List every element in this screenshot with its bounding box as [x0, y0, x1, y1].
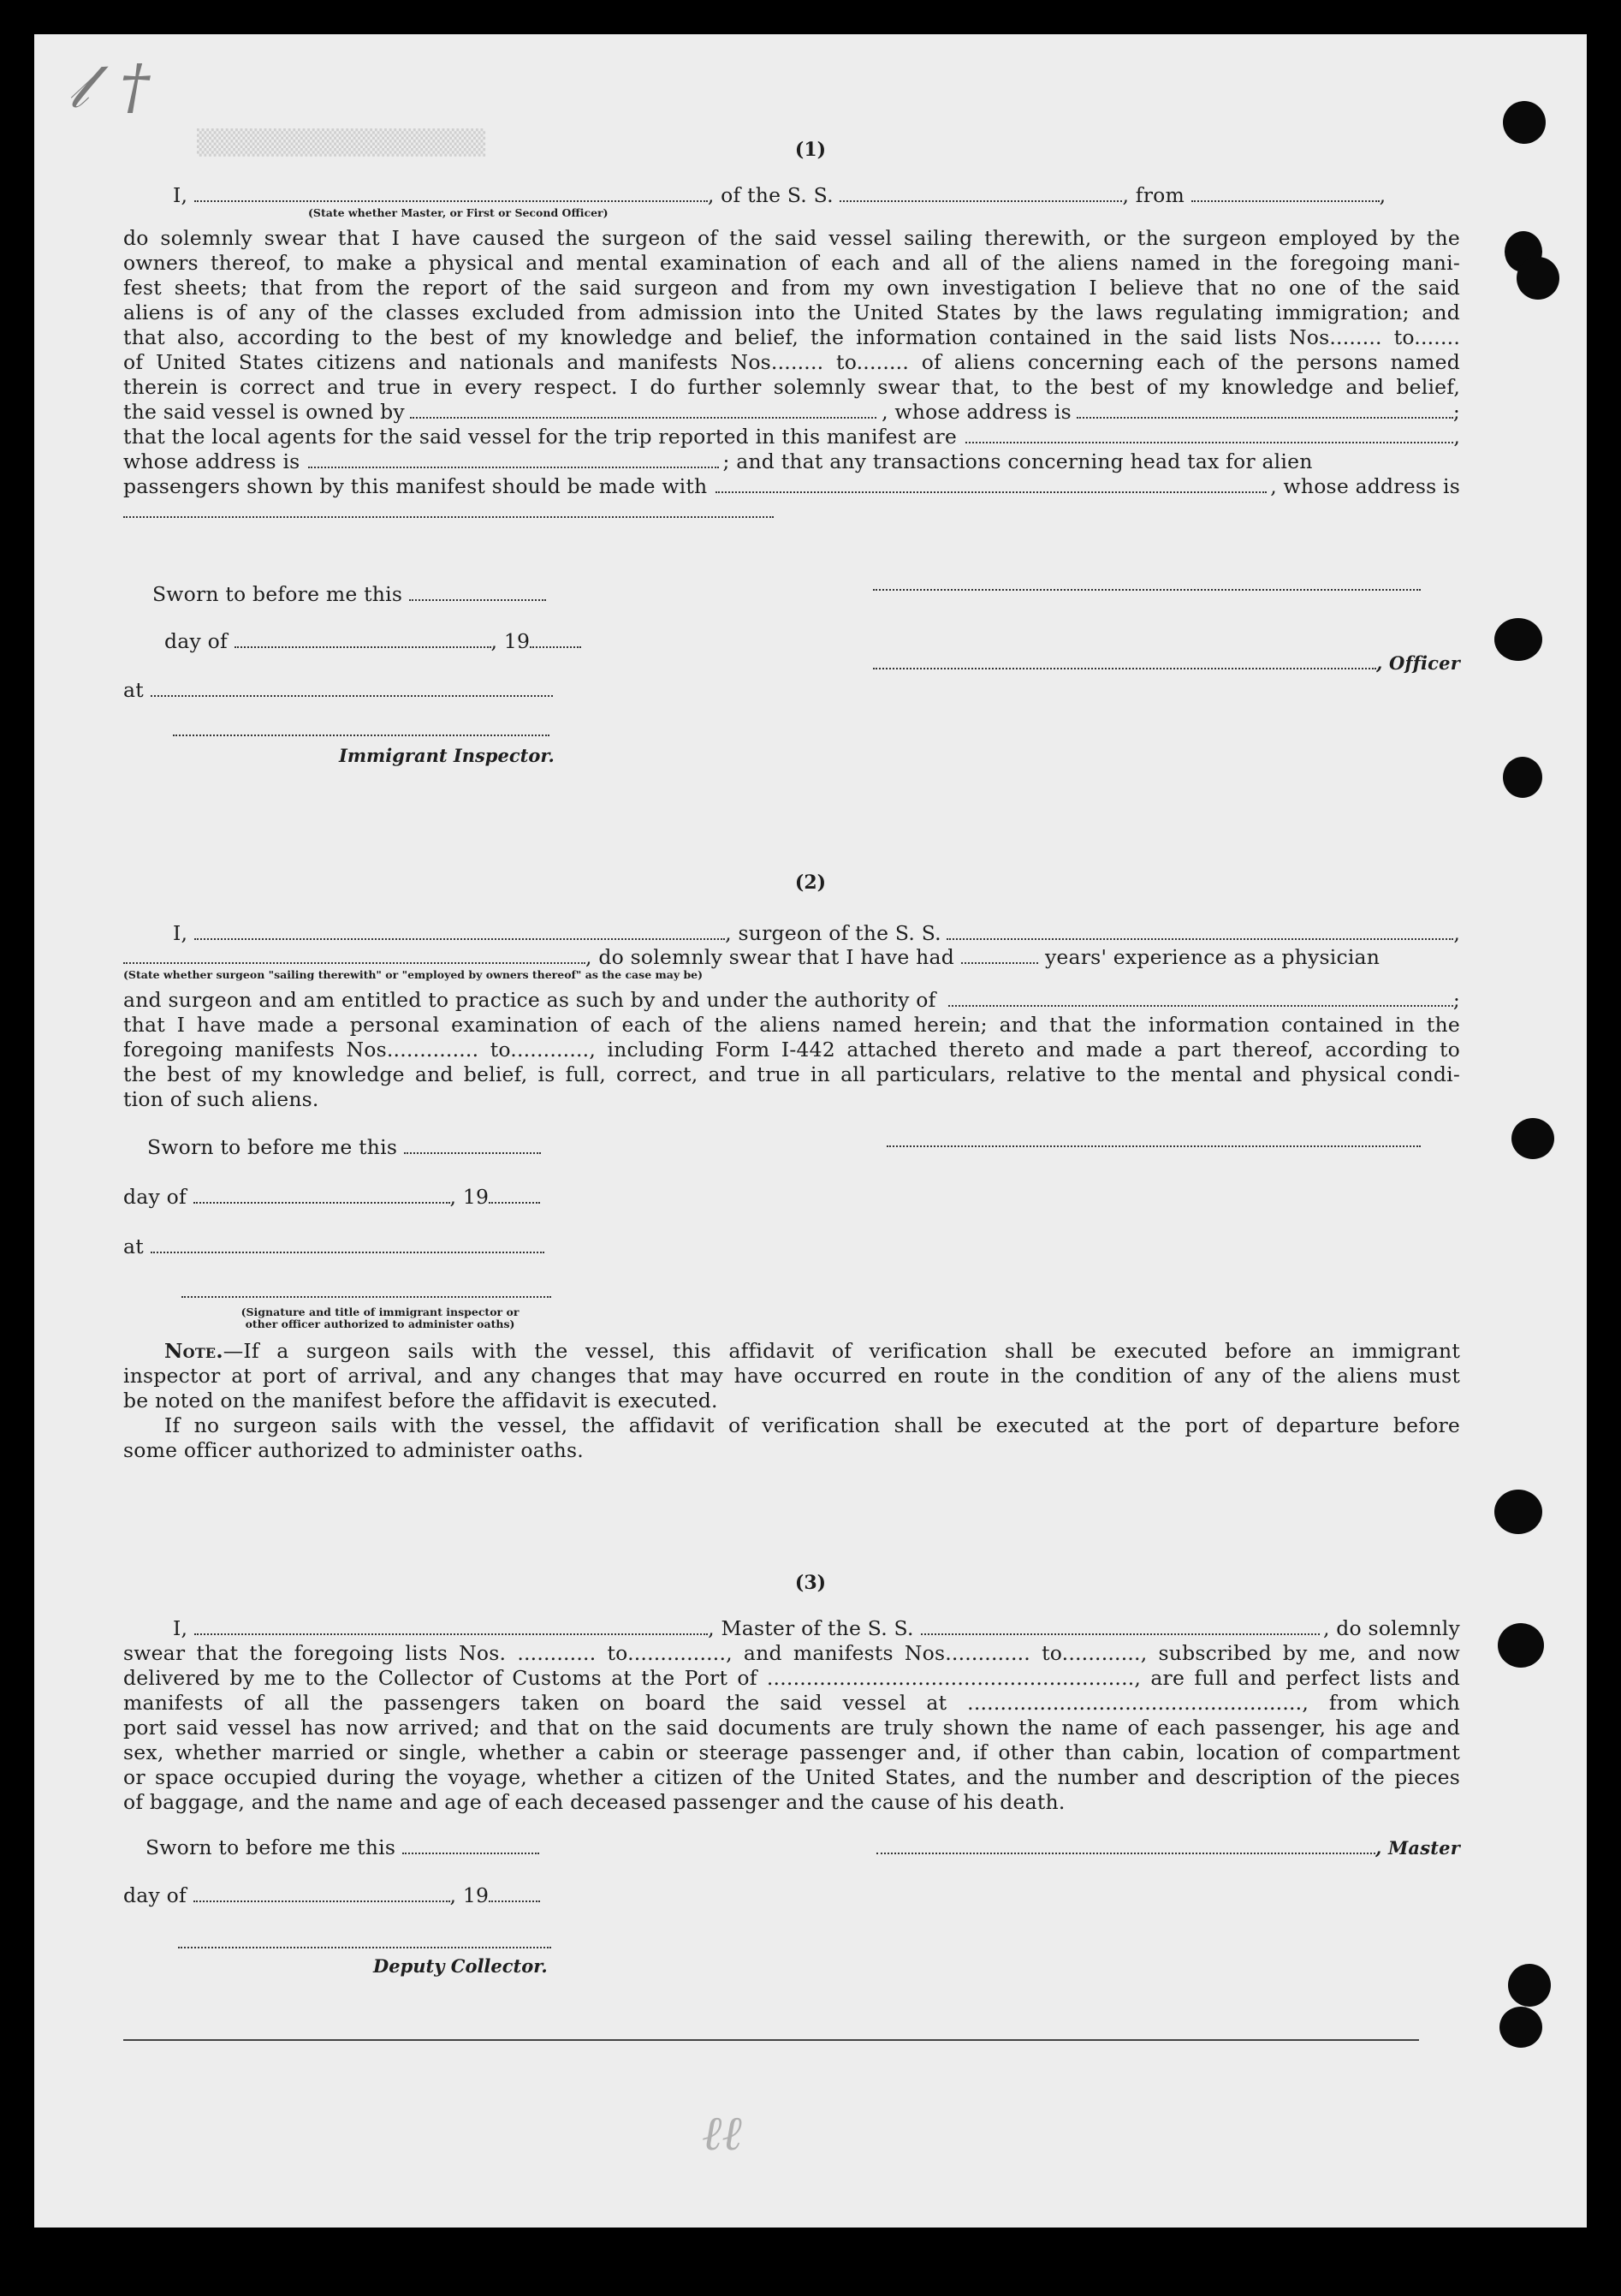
deputy-collector-label: Deputy Collector.	[373, 1955, 548, 1977]
master-officer-note: (State whether Master, or First or Second Officer)	[308, 206, 609, 219]
body-line: aliens is of any of the classes excluded from admission into the United States by the laws regulating immigration; and	[123, 300, 1460, 324]
owner-blank	[410, 402, 876, 419]
punch-hole	[1517, 257, 1559, 300]
punch-hole	[1503, 101, 1546, 144]
body-line: port said vessel has now arrived; and that on the said documents are truly shown the name of each passenger, his age and	[123, 1716, 1460, 1740]
body-line: that also, according to the best of my knowledge and belief, the information contained in the said lists Nos........ to.......	[123, 325, 1460, 349]
sworn-day-blank	[402, 1837, 539, 1854]
section-3-heading: (3)	[794, 1572, 827, 1594]
section-1-body	[123, 226, 1460, 524]
note-line: be noted on the manifest before the affidavit is executed.	[123, 1389, 718, 1413]
sig-title-line	[181, 1296, 551, 1298]
label-i: I,	[173, 183, 188, 207]
bottom-rule	[123, 2039, 1419, 2041]
label-sworn: Sworn to before me this	[147, 1135, 398, 1159]
body-line: of United States citizens and nationals and manifests Nos........ to........ of aliens concerning each of the persons named	[123, 350, 1460, 374]
immigrant-inspector-label: Immigrant Inspector.	[339, 745, 555, 766]
handwritten-mark: 𝓁	[68, 51, 89, 122]
head-tax-party-blank	[715, 476, 1267, 493]
label-of-ss: , of the S. S.	[707, 183, 834, 207]
label-19: , 19	[490, 629, 531, 653]
body-line: tion of such aliens.	[123, 1087, 319, 1111]
punch-hole	[1511, 1118, 1554, 1159]
at-place-blank	[151, 1236, 544, 1253]
vessel-name-blank	[840, 185, 1122, 202]
sig-note-line-1: (Signature and title of immigrant inspector or	[240, 1306, 520, 1318]
owner-address-blank	[1077, 402, 1453, 419]
agent-address-blank	[308, 451, 719, 468]
surgeon-status-blank	[123, 947, 585, 964]
section-3-body	[123, 1641, 1460, 1815]
note-label: Note.	[164, 1339, 223, 1363]
master-name-blank	[194, 185, 708, 202]
label-19: , 19	[449, 1185, 490, 1209]
body-line: swear that the foregoing lists Nos. ............ to..............., and manifests Nos............. to............, subscribed by me, and now	[123, 1641, 1460, 1665]
officer-signature-upper-line	[873, 589, 1421, 591]
label-passengers: passengers shown by this manifest should be made with	[123, 474, 708, 498]
label-day-of: day of	[123, 1883, 187, 1907]
sig-title-note	[200, 1306, 560, 1330]
label-years: years' experience as a physician	[1044, 945, 1381, 969]
sworn-day-blank	[409, 584, 546, 601]
master-name-blank	[194, 1618, 708, 1635]
label-swear: , do solemnly swear that I have had	[585, 945, 954, 969]
note-block	[123, 1339, 1460, 1463]
authority-blank	[948, 990, 1453, 1007]
surgeon-name-blank	[194, 923, 725, 940]
section-1-heading: (1)	[794, 139, 827, 161]
surgeon-line: I, , surgeon of the S. S. ,	[173, 921, 1460, 945]
label-entitled: and surgeon and am entitled to practice as such by and under the authority of	[123, 988, 936, 1012]
body-line: of baggage, and the name and age of each deceased passenger and the cause of his death.	[123, 1790, 1066, 1814]
officer-label: , Officer	[1376, 652, 1460, 674]
label-sworn: Sworn to before me this	[145, 1835, 396, 1859]
note-line: inspector at port of arrival, and any changes that may have occurred en route in the condition of any of the aliens must	[123, 1364, 1460, 1388]
vessel-name-blank	[921, 1618, 1320, 1635]
punch-hole	[1494, 618, 1542, 661]
label-owned-by: the said vessel is owned by	[123, 400, 405, 424]
year-blank	[530, 631, 581, 648]
label-agents: that the local agents for the said vessel for the trip reported in this manifest are	[123, 425, 958, 449]
body-line: foregoing manifests Nos.............. to............, including Form I-442 attached thereto and made a part thereof, according to	[123, 1038, 1460, 1062]
month-blank	[235, 631, 491, 648]
body-line: do solemnly swear that I have caused the surgeon of the said vessel sailing therewith, or the surgeon employed by the	[123, 226, 1460, 250]
label-at: at	[123, 678, 144, 702]
label-day-of: day of	[123, 1185, 187, 1209]
label-i: I,	[173, 1616, 188, 1640]
body-line: sex, whether married or single, whether a cabin or steerage passenger and, if other than cabin, location of compartment	[123, 1740, 1460, 1764]
officer-signature-blank	[873, 652, 1376, 669]
at-place-blank	[151, 680, 553, 697]
punch-hole	[1508, 1964, 1551, 2007]
surgeon-swear-line	[123, 945, 1460, 970]
body-line: delivered by me to the Collector of Customs at the Port of ........................................................, are full and perfect lists and	[123, 1666, 1460, 1690]
at-line-2	[123, 1234, 544, 1259]
year-blank	[489, 1187, 540, 1204]
month-blank	[193, 1187, 450, 1204]
sworn-line-1	[152, 582, 546, 607]
sig-note-line-2: other officer authorized to administer oaths)	[245, 1318, 515, 1330]
body-line: fest sheets; that from the report of the said surgeon and from my own investigation I believe that no one of the said	[123, 276, 1460, 300]
body-line: owners thereof, to make a physical and mental examination of each and all of the aliens named in the foregoing mani-	[123, 251, 1460, 275]
day-of-line-1	[164, 629, 581, 654]
sworn-line-3	[145, 1835, 539, 1860]
at-line-1	[123, 678, 553, 703]
body-line: that I have made a personal examination of each of the aliens named herein; and that the information contained in the	[123, 1013, 1460, 1037]
body-line: manifests of all the passengers taken on board the said vessel at ..................................................., from which	[123, 1691, 1460, 1715]
officer-line	[873, 651, 1460, 675]
body-line: the best of my knowledge and belief, is full, correct, and true in all particulars, relative to the mental and physical condi-	[123, 1062, 1460, 1086]
label-i: I,	[173, 921, 188, 945]
label-19: , 19	[449, 1883, 490, 1907]
surgeon-signature-line	[887, 1145, 1421, 1147]
master-signature-line	[876, 1835, 1460, 1860]
label-at: at	[123, 1234, 144, 1258]
label-master-of: , Master of the S. S.	[708, 1616, 914, 1640]
label-surgeon-of: , surgeon of the S. S.	[725, 921, 941, 945]
no-surgeon-line: some officer authorized to administer oaths.	[123, 1438, 584, 1462]
surgeon-status-note: (State whether surgeon "sailing therewith" or "employed by owners thereof" as the case may be)	[123, 968, 704, 981]
vessel-name-blank	[947, 923, 1453, 940]
label-from: , from	[1122, 183, 1185, 207]
day-of-line-2	[123, 1185, 540, 1210]
deputy-signature-line	[178, 1947, 551, 1948]
month-blank	[193, 1885, 450, 1902]
address-line	[123, 499, 1460, 524]
agents-line: that the local agents for the said vessel for the trip reported in this manifest are ,	[123, 425, 1460, 449]
label-day-of: day of	[164, 629, 228, 653]
sworn-day-blank	[404, 1137, 541, 1154]
note-line	[123, 1339, 1460, 1364]
punch-hole	[1503, 757, 1542, 798]
agents-blank	[965, 426, 1453, 443]
label-head-tax: ; and that any transactions concerning head tax for alien	[722, 449, 1313, 473]
entitled-line: and surgeon and am entitled to practice as such by and under the authority of ;	[123, 988, 1460, 1012]
note-text: —If a surgeon sails with the vessel, this affidavit of verification shall be executed before an immigrant	[223, 1339, 1460, 1363]
passengers-line	[123, 474, 1460, 499]
day-of-line-3	[123, 1883, 540, 1908]
label-whose-address: whose address is	[123, 449, 300, 473]
body-line: or space occupied during the voyage, whether a citizen of the United States, and the number and description of the pieces	[123, 1765, 1460, 1789]
master-line-3	[173, 1616, 1460, 1641]
handwritten-mark: †	[120, 51, 150, 122]
punch-hole	[1494, 1490, 1542, 1534]
owned-by-line: the said vessel is owned by , whose address is ;	[123, 400, 1460, 424]
master-signature-blank	[876, 1837, 1375, 1854]
no-surgeon-line: If no surgeon sails with the vessel, the affidavit of verification shall be executed at the port of departure before	[164, 1413, 1460, 1437]
body-line: therein is correct and true in every respect. I do further solemnly swear that, to the best of my knowledge and belief,	[123, 375, 1460, 399]
manifest-affidavit-page	[34, 34, 1587, 2228]
sworn-line-2	[147, 1135, 541, 1160]
label-sworn: Sworn to before me this	[152, 582, 403, 606]
punch-hole	[1498, 1623, 1544, 1668]
master-label: , Master	[1375, 1837, 1460, 1859]
agent-address-line	[123, 449, 1460, 474]
bleed-through-text: ▒▒▒▒▒▒▒▒▒▒▒▒▒▒▒▒▒▒▒▒	[197, 128, 486, 157]
label-whose-address: , whose address is	[1270, 474, 1460, 498]
years-blank	[961, 947, 1038, 964]
section-2-heading: (2)	[794, 871, 827, 894]
inspector-signature-line	[173, 735, 549, 736]
head-tax-address-blank	[123, 501, 774, 518]
section-2-body	[123, 988, 1460, 1112]
label-do-solemnly: , do solemnly	[1322, 1616, 1460, 1640]
section-1-master-line: I, , of the S. S. , from ,	[173, 183, 1386, 207]
handwritten-signature: ℓℓ	[702, 2106, 742, 2162]
year-blank	[489, 1885, 540, 1902]
label-whose-address: , whose address is	[882, 400, 1072, 424]
punch-hole	[1499, 2007, 1542, 2048]
from-port-blank	[1191, 185, 1380, 202]
